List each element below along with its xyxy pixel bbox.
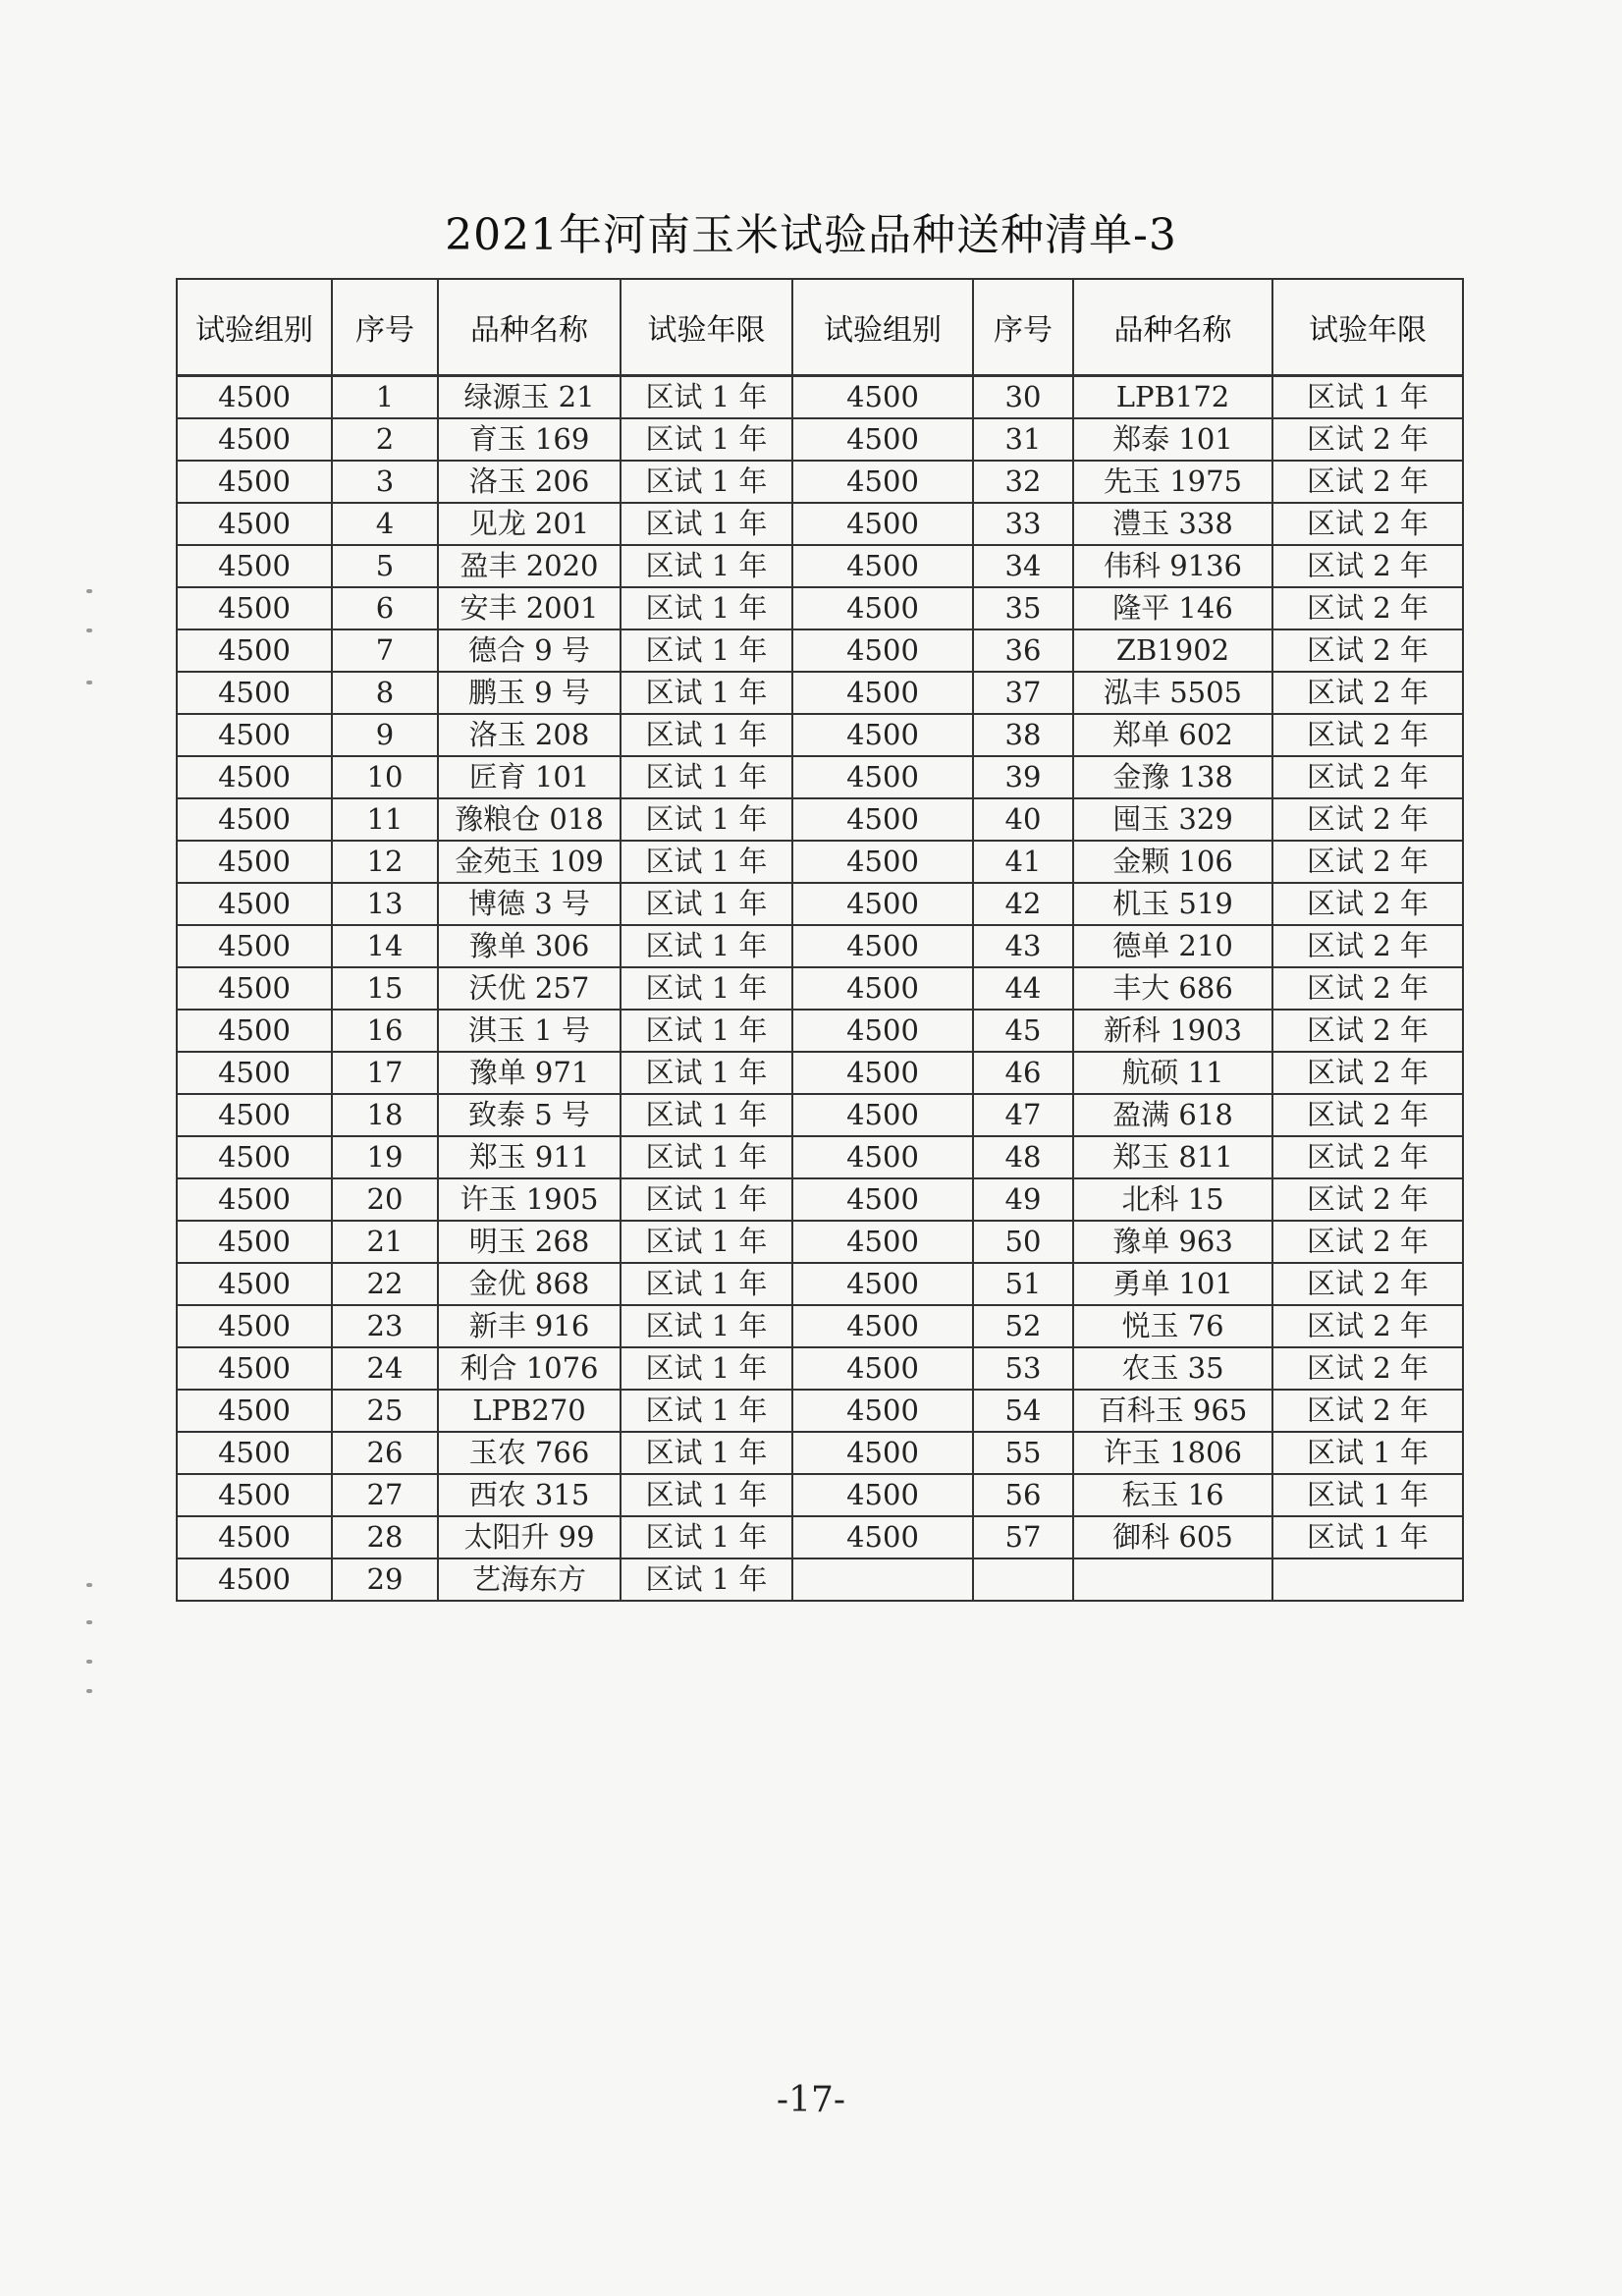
cell-variety: 洛玉 208 — [438, 714, 621, 756]
table-row — [177, 418, 1463, 461]
table-row — [177, 1390, 1463, 1432]
table-row — [177, 461, 1463, 503]
cell-period: 区试 1 年 — [621, 629, 792, 672]
cell-group: 4500 — [177, 376, 332, 419]
cell-variety: 丰大 686 — [1073, 967, 1272, 1010]
cell-group: 4500 — [177, 841, 332, 883]
cell-period: 区试 1 年 — [1272, 1432, 1463, 1474]
cell-variety: 绿源玉 21 — [438, 376, 621, 419]
cell-index: 31 — [973, 418, 1073, 461]
cell-group: 4500 — [792, 503, 973, 545]
cell-variety: 西农 315 — [438, 1474, 621, 1516]
cell-period: 区试 1 年 — [621, 1390, 792, 1432]
cell-index: 21 — [332, 1221, 438, 1263]
scan-mark — [86, 1689, 92, 1693]
cell-group: 4500 — [177, 798, 332, 841]
cell-variety: 农玉 35 — [1073, 1347, 1272, 1390]
cell-period: 区试 1 年 — [621, 1094, 792, 1136]
cell-variety: 玉农 766 — [438, 1432, 621, 1474]
table-row — [177, 1432, 1463, 1474]
cell-period: 区试 1 年 — [621, 967, 792, 1010]
cell-period: 区试 2 年 — [1272, 798, 1463, 841]
cell-period: 区试 2 年 — [1272, 1010, 1463, 1052]
cell-index: 40 — [973, 798, 1073, 841]
scan-mark — [86, 1660, 92, 1664]
table-row — [177, 841, 1463, 883]
cell-period: 区试 2 年 — [1272, 1305, 1463, 1347]
header-index: 序号 — [332, 279, 438, 376]
cell-period: 区试 2 年 — [1272, 1347, 1463, 1390]
cell-index: 53 — [973, 1347, 1073, 1390]
cell-period: 区试 1 年 — [621, 1010, 792, 1052]
cell-period: 区试 2 年 — [1272, 1136, 1463, 1178]
cell-group: 4500 — [177, 1052, 332, 1094]
cell-period: 区试 1 年 — [621, 1221, 792, 1263]
cell-period: 区试 1 年 — [621, 756, 792, 798]
cell-group: 4500 — [177, 883, 332, 925]
cell-variety: 泓丰 5505 — [1073, 672, 1272, 714]
cell-group: 4500 — [792, 1263, 973, 1305]
table-row — [177, 545, 1463, 587]
cell-group: 4500 — [177, 1474, 332, 1516]
cell-index: 24 — [332, 1347, 438, 1390]
header-period: 试验年限 — [1272, 279, 1463, 376]
cell-index: 57 — [973, 1516, 1073, 1558]
cell-period: 区试 2 年 — [1272, 1390, 1463, 1432]
table-row — [177, 1516, 1463, 1558]
cell-variety: 金优 868 — [438, 1263, 621, 1305]
table-row — [177, 1178, 1463, 1221]
cell-group: 4500 — [792, 1178, 973, 1221]
cell-variety: 博德 3 号 — [438, 883, 621, 925]
cell-index: 8 — [332, 672, 438, 714]
cell-period: 区试 1 年 — [621, 1347, 792, 1390]
cell-index: 37 — [973, 672, 1073, 714]
cell-period — [1272, 1558, 1463, 1601]
cell-index: 46 — [973, 1052, 1073, 1094]
cell-group: 4500 — [792, 1432, 973, 1474]
cell-index: 13 — [332, 883, 438, 925]
cell-variety: 郑玉 911 — [438, 1136, 621, 1178]
cell-variety: 机玉 519 — [1073, 883, 1272, 925]
cell-group: 4500 — [177, 629, 332, 672]
cell-variety: 淇玉 1 号 — [438, 1010, 621, 1052]
table-row — [177, 1263, 1463, 1305]
cell-group: 4500 — [792, 1516, 973, 1558]
cell-group: 4500 — [177, 1094, 332, 1136]
cell-period: 区试 2 年 — [1272, 714, 1463, 756]
header-group: 试验组别 — [177, 279, 332, 376]
cell-variety: 秐玉 16 — [1073, 1474, 1272, 1516]
cell-index: 42 — [973, 883, 1073, 925]
table-row — [177, 1010, 1463, 1052]
cell-index: 1 — [332, 376, 438, 419]
table-row — [177, 1052, 1463, 1094]
cell-index — [973, 1558, 1073, 1601]
cell-index: 26 — [332, 1432, 438, 1474]
cell-variety: LPB172 — [1073, 376, 1272, 419]
cell-variety: 隆平 146 — [1073, 587, 1272, 629]
cell-group: 4500 — [792, 1390, 973, 1432]
table-row — [177, 1221, 1463, 1263]
header-group: 试验组别 — [792, 279, 973, 376]
cell-variety: 匠育 101 — [438, 756, 621, 798]
cell-index: 20 — [332, 1178, 438, 1221]
cell-index: 25 — [332, 1390, 438, 1432]
cell-group: 4500 — [177, 1558, 332, 1601]
cell-index: 2 — [332, 418, 438, 461]
cell-group: 4500 — [792, 756, 973, 798]
table-row — [177, 925, 1463, 967]
cell-variety: 悦玉 76 — [1073, 1305, 1272, 1347]
cell-index: 6 — [332, 587, 438, 629]
cell-group: 4500 — [792, 714, 973, 756]
cell-period: 区试 1 年 — [621, 798, 792, 841]
cell-variety: 育玉 169 — [438, 418, 621, 461]
cell-group: 4500 — [177, 545, 332, 587]
header-period: 试验年限 — [621, 279, 792, 376]
cell-index: 45 — [973, 1010, 1073, 1052]
cell-period: 区试 1 年 — [1272, 1474, 1463, 1516]
cell-group: 4500 — [177, 756, 332, 798]
cell-group: 4500 — [792, 418, 973, 461]
cell-variety: 德合 9 号 — [438, 629, 621, 672]
cell-group — [792, 1558, 973, 1601]
cell-group: 4500 — [792, 587, 973, 629]
cell-variety: 洛玉 206 — [438, 461, 621, 503]
cell-variety: 御科 605 — [1073, 1516, 1272, 1558]
cell-group: 4500 — [177, 1305, 332, 1347]
cell-group: 4500 — [792, 883, 973, 925]
cell-period: 区试 1 年 — [621, 1305, 792, 1347]
cell-group: 4500 — [177, 1390, 332, 1432]
cell-group: 4500 — [792, 1221, 973, 1263]
cell-period: 区试 1 年 — [621, 883, 792, 925]
cell-group: 4500 — [792, 798, 973, 841]
table-row — [177, 1305, 1463, 1347]
cell-group: 4500 — [792, 1347, 973, 1390]
table-row — [177, 756, 1463, 798]
cell-period: 区试 1 年 — [621, 461, 792, 503]
cell-period: 区试 2 年 — [1272, 1094, 1463, 1136]
cell-index: 16 — [332, 1010, 438, 1052]
cell-variety: 许玉 1806 — [1073, 1432, 1272, 1474]
cell-period: 区试 1 年 — [621, 376, 792, 419]
cell-index: 15 — [332, 967, 438, 1010]
cell-variety: 见龙 201 — [438, 503, 621, 545]
cell-group: 4500 — [792, 1136, 973, 1178]
cell-group: 4500 — [177, 1347, 332, 1390]
table-row — [177, 587, 1463, 629]
cell-group: 4500 — [177, 1432, 332, 1474]
cell-index: 17 — [332, 1052, 438, 1094]
cell-index: 22 — [332, 1263, 438, 1305]
cell-index: 54 — [973, 1390, 1073, 1432]
cell-variety: 澧玉 338 — [1073, 503, 1272, 545]
cell-index: 51 — [973, 1263, 1073, 1305]
cell-group: 4500 — [177, 1010, 332, 1052]
cell-variety: 许玉 1905 — [438, 1178, 621, 1221]
scan-mark — [86, 1583, 92, 1587]
cell-group: 4500 — [177, 925, 332, 967]
cell-index: 10 — [332, 756, 438, 798]
table-row — [177, 376, 1463, 419]
cell-index: 11 — [332, 798, 438, 841]
cell-index: 19 — [332, 1136, 438, 1178]
cell-period: 区试 2 年 — [1272, 418, 1463, 461]
cell-variety: 盈丰 2020 — [438, 545, 621, 587]
cell-index: 36 — [973, 629, 1073, 672]
cell-variety: 郑单 602 — [1073, 714, 1272, 756]
cell-group: 4500 — [792, 629, 973, 672]
cell-group: 4500 — [792, 376, 973, 419]
cell-index: 28 — [332, 1516, 438, 1558]
cell-period: 区试 1 年 — [621, 545, 792, 587]
cell-variety: 金颗 106 — [1073, 841, 1272, 883]
cell-group: 4500 — [177, 503, 332, 545]
cell-variety — [1073, 1558, 1272, 1601]
cell-variety: 鹏玉 9 号 — [438, 672, 621, 714]
cell-period: 区试 2 年 — [1272, 925, 1463, 967]
cell-period: 区试 2 年 — [1272, 1178, 1463, 1221]
cell-period: 区试 1 年 — [621, 503, 792, 545]
cell-index: 49 — [973, 1178, 1073, 1221]
cell-period: 区试 2 年 — [1272, 1052, 1463, 1094]
cell-period: 区试 1 年 — [621, 841, 792, 883]
cell-index: 50 — [973, 1221, 1073, 1263]
cell-variety: 囤玉 329 — [1073, 798, 1272, 841]
cell-period: 区试 2 年 — [1272, 545, 1463, 587]
cell-group: 4500 — [177, 1263, 332, 1305]
cell-index: 27 — [332, 1474, 438, 1516]
cell-variety: 金苑玉 109 — [438, 841, 621, 883]
table-row — [177, 1136, 1463, 1178]
cell-period: 区试 2 年 — [1272, 1221, 1463, 1263]
cell-group: 4500 — [177, 1178, 332, 1221]
cell-group: 4500 — [177, 587, 332, 629]
cell-group: 4500 — [177, 672, 332, 714]
cell-variety: 致泰 5 号 — [438, 1094, 621, 1136]
cell-variety: 新丰 916 — [438, 1305, 621, 1347]
table-row — [177, 503, 1463, 545]
table-row — [177, 967, 1463, 1010]
cell-variety: 郑泰 101 — [1073, 418, 1272, 461]
cell-index: 44 — [973, 967, 1073, 1010]
cell-period: 区试 1 年 — [621, 925, 792, 967]
cell-group: 4500 — [792, 672, 973, 714]
table-row — [177, 1474, 1463, 1516]
cell-index: 39 — [973, 756, 1073, 798]
cell-group: 4500 — [177, 1136, 332, 1178]
cell-group: 4500 — [792, 1052, 973, 1094]
cell-period: 区试 2 年 — [1272, 1263, 1463, 1305]
cell-variety: 新科 1903 — [1073, 1010, 1272, 1052]
cell-period: 区试 1 年 — [621, 1432, 792, 1474]
cell-period: 区试 2 年 — [1272, 672, 1463, 714]
cell-index: 18 — [332, 1094, 438, 1136]
cell-period: 区试 2 年 — [1272, 841, 1463, 883]
cell-period: 区试 1 年 — [621, 714, 792, 756]
cell-variety: 豫单 971 — [438, 1052, 621, 1094]
cell-period: 区试 1 年 — [621, 587, 792, 629]
cell-group: 4500 — [792, 1474, 973, 1516]
scan-mark — [86, 1620, 92, 1624]
cell-variety: 豫单 306 — [438, 925, 621, 967]
cell-group: 4500 — [792, 461, 973, 503]
cell-period: 区试 1 年 — [621, 1263, 792, 1305]
cell-index: 5 — [332, 545, 438, 587]
cell-variety: 沃优 257 — [438, 967, 621, 1010]
cell-group: 4500 — [792, 967, 973, 1010]
cell-period: 区试 2 年 — [1272, 587, 1463, 629]
header-variety: 品种名称 — [1073, 279, 1272, 376]
cell-period: 区试 2 年 — [1272, 503, 1463, 545]
cell-variety: 金豫 138 — [1073, 756, 1272, 798]
cell-variety: ZB1902 — [1073, 629, 1272, 672]
cell-period: 区试 1 年 — [621, 1474, 792, 1516]
cell-index: 3 — [332, 461, 438, 503]
table-row — [177, 714, 1463, 756]
cell-index: 9 — [332, 714, 438, 756]
cell-period: 区试 2 年 — [1272, 967, 1463, 1010]
page-title: 2021年河南玉米试验品种送种清单-3 — [445, 210, 1177, 260]
page-number: -17- — [776, 2080, 846, 2120]
header-variety: 品种名称 — [438, 279, 621, 376]
cell-index: 38 — [973, 714, 1073, 756]
table-header-row — [177, 279, 1463, 376]
cell-variety: 德单 210 — [1073, 925, 1272, 967]
cell-index: 14 — [332, 925, 438, 967]
cell-group: 4500 — [177, 1516, 332, 1558]
cell-variety: 盈满 618 — [1073, 1094, 1272, 1136]
cell-index: 4 — [332, 503, 438, 545]
cell-group: 4500 — [792, 1094, 973, 1136]
cell-period: 区试 2 年 — [1272, 756, 1463, 798]
cell-period: 区试 1 年 — [621, 1558, 792, 1601]
table-row — [177, 629, 1463, 672]
cell-period: 区试 1 年 — [1272, 376, 1463, 419]
cell-index: 30 — [973, 376, 1073, 419]
cell-variety: 郑玉 811 — [1073, 1136, 1272, 1178]
cell-variety: 安丰 2001 — [438, 587, 621, 629]
scan-mark — [86, 589, 92, 593]
scan-mark — [86, 681, 92, 684]
cell-group: 4500 — [177, 418, 332, 461]
cell-variety: 先玉 1975 — [1073, 461, 1272, 503]
header-index: 序号 — [973, 279, 1073, 376]
cell-period: 区试 1 年 — [1272, 1516, 1463, 1558]
cell-group: 4500 — [792, 1305, 973, 1347]
cell-index: 52 — [973, 1305, 1073, 1347]
cell-period: 区试 1 年 — [621, 1136, 792, 1178]
cell-group: 4500 — [792, 925, 973, 967]
cell-group: 4500 — [792, 1010, 973, 1052]
cell-index: 47 — [973, 1094, 1073, 1136]
cell-variety: 豫粮仓 018 — [438, 798, 621, 841]
table-row — [177, 1347, 1463, 1390]
cell-index: 48 — [973, 1136, 1073, 1178]
cell-group: 4500 — [177, 1221, 332, 1263]
table-row — [177, 798, 1463, 841]
table-body — [177, 376, 1463, 1602]
cell-index: 55 — [973, 1432, 1073, 1474]
cell-variety: 北科 15 — [1073, 1178, 1272, 1221]
cell-variety: 太阳升 99 — [438, 1516, 621, 1558]
cell-group: 4500 — [792, 545, 973, 587]
cell-variety: 艺海东方 — [438, 1558, 621, 1601]
cell-period: 区试 2 年 — [1272, 883, 1463, 925]
cell-index: 32 — [973, 461, 1073, 503]
cell-index: 7 — [332, 629, 438, 672]
cell-group: 4500 — [177, 461, 332, 503]
cell-variety: 利合 1076 — [438, 1347, 621, 1390]
cell-index: 35 — [973, 587, 1073, 629]
seed-list-table — [176, 278, 1464, 1602]
cell-index: 56 — [973, 1474, 1073, 1516]
cell-group: 4500 — [177, 714, 332, 756]
cell-index: 29 — [332, 1558, 438, 1601]
cell-variety: 豫单 963 — [1073, 1221, 1272, 1263]
cell-index: 34 — [973, 545, 1073, 587]
table-row — [177, 1558, 1463, 1601]
cell-period: 区试 1 年 — [621, 1178, 792, 1221]
cell-period: 区试 1 年 — [621, 672, 792, 714]
scan-mark — [86, 629, 92, 632]
cell-index: 33 — [973, 503, 1073, 545]
table-row — [177, 672, 1463, 714]
cell-variety: 航硕 11 — [1073, 1052, 1272, 1094]
cell-variety: 明玉 268 — [438, 1221, 621, 1263]
cell-index: 12 — [332, 841, 438, 883]
cell-variety: LPB270 — [438, 1390, 621, 1432]
cell-variety: 伟科 9136 — [1073, 545, 1272, 587]
cell-period: 区试 2 年 — [1272, 461, 1463, 503]
table-row — [177, 883, 1463, 925]
cell-variety: 勇单 101 — [1073, 1263, 1272, 1305]
cell-period: 区试 1 年 — [621, 418, 792, 461]
table-row — [177, 1094, 1463, 1136]
cell-period: 区试 1 年 — [621, 1052, 792, 1094]
cell-index: 41 — [973, 841, 1073, 883]
cell-period: 区试 1 年 — [621, 1516, 792, 1558]
cell-variety: 百科玉 965 — [1073, 1390, 1272, 1432]
cell-index: 23 — [332, 1305, 438, 1347]
cell-index: 43 — [973, 925, 1073, 967]
cell-group: 4500 — [792, 841, 973, 883]
cell-group: 4500 — [177, 967, 332, 1010]
cell-period: 区试 2 年 — [1272, 629, 1463, 672]
